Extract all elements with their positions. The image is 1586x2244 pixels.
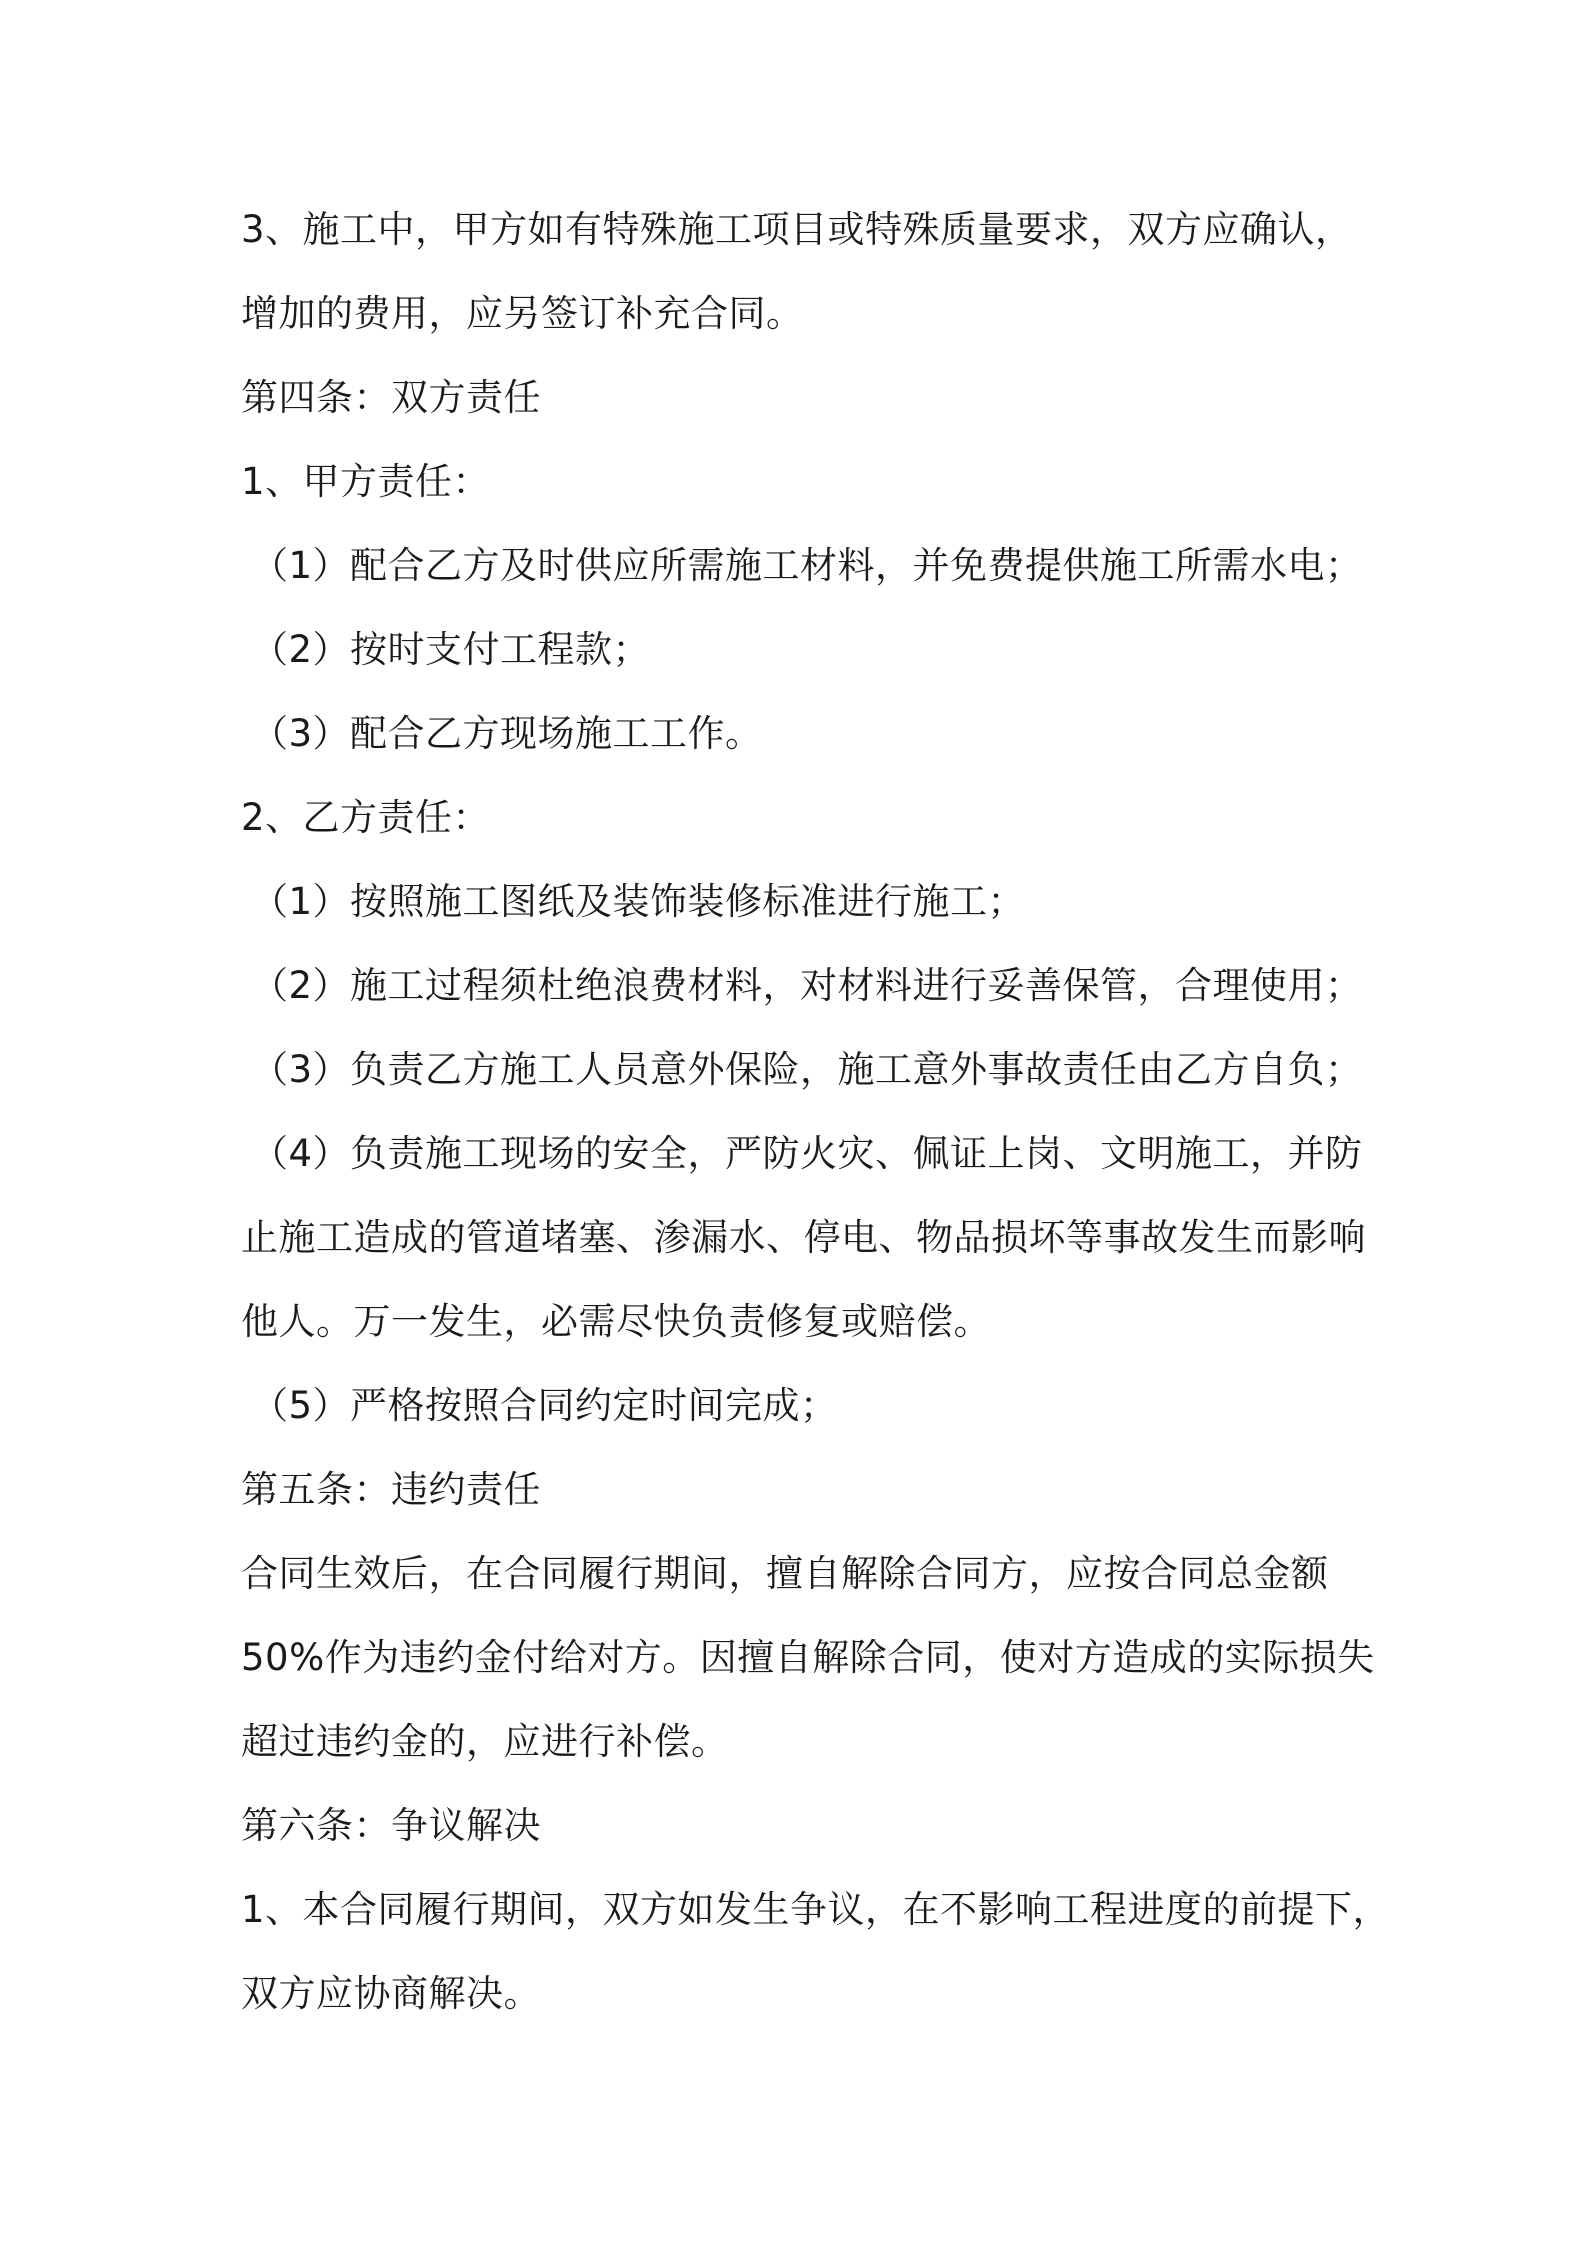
paragraph-line: 合同生效后，在合同履行期间，擅自解除合同方，应按合同总金额: [241, 1552, 1329, 1595]
list-item: （3）负责乙方施工人员意外保险，施工意外事故责任由乙方自负；: [251, 1048, 1363, 1091]
section-heading: 第四条：双方责任: [241, 376, 541, 419]
paragraph-line: 超过违约金的，应进行补偿。: [241, 1720, 729, 1763]
paragraph-line: 他人。万一发生，必需尽快负责修复或赔偿。: [241, 1300, 991, 1343]
paragraph-line: 2、乙方责任：: [241, 796, 491, 839]
paragraph-line: 双方应协商解决。: [241, 1972, 541, 2015]
list-item: （5）严格按照合同约定时间完成；: [251, 1384, 838, 1427]
list-item: （2）按时支付工程款；: [251, 628, 651, 671]
paragraph-line: 止施工造成的管道堵塞、渗漏水、停电、物品损坏等事故发生而影响: [241, 1216, 1366, 1259]
list-item: （4）负责施工现场的安全，严防火灾、佩证上岗、文明施工，并防: [251, 1132, 1363, 1175]
document-page: [241, 188, 1391, 2036]
list-item: （2）施工过程须杜绝浪费材料，对材料进行妥善保管，合理使用；: [251, 964, 1363, 1007]
section-heading: 第五条：违约责任: [241, 1468, 541, 1511]
paragraph-line: 增加的费用，应另签订补充合同。: [241, 292, 804, 335]
paragraph-line: 1、本合同履行期间，双方如发生争议，在不影响工程进度的前提下，: [241, 1888, 1391, 1931]
section-heading: 第六条：争议解决: [241, 1804, 541, 1847]
list-item: （1）按照施工图纸及装饰装修标准进行施工；: [251, 880, 1026, 923]
paragraph-line: 50%作为违约金付给对方。因擅自解除合同，使对方造成的实际损失: [241, 1636, 1375, 1679]
paragraph-line: 3、施工中，甲方如有特殊施工项目或特殊质量要求，双方应确认，: [241, 208, 1353, 251]
list-item: （3）配合乙方现场施工工作。: [251, 712, 763, 755]
list-item: （1）配合乙方及时供应所需施工材料，并免费提供施工所需水电；: [251, 544, 1363, 587]
paragraph-line: 1、甲方责任：: [241, 460, 491, 503]
